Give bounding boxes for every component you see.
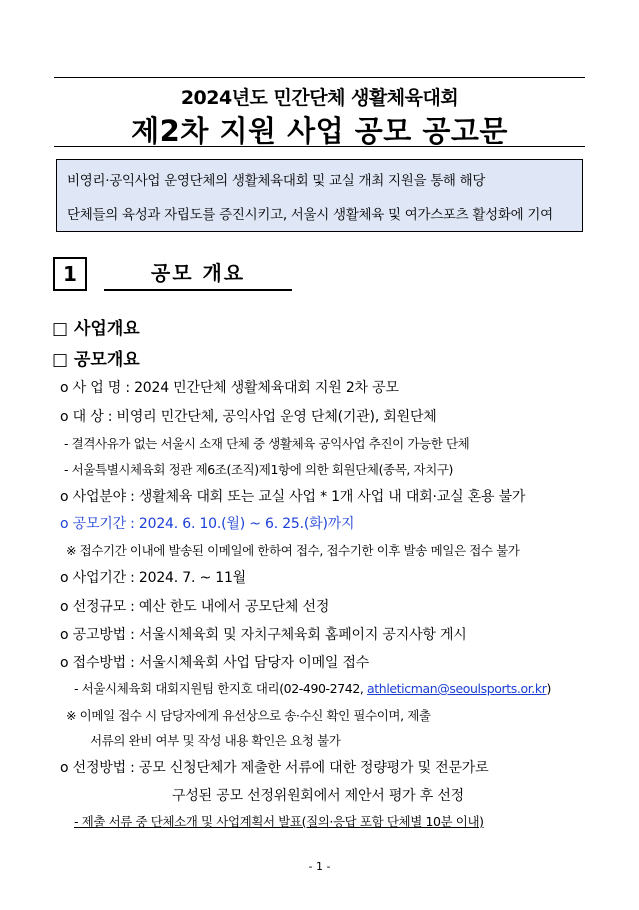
item-selection-method-1: o 선정방법 : 공모 신청단체가 제출한 서류에 대한 정량평가 및 전문가로 (60, 760, 489, 776)
item-selection-scale: o 선정규모 : 예산 한도 내에서 공모단체 선정 (60, 599, 330, 615)
title-top-rule (54, 77, 585, 78)
section-number: 1 (53, 257, 87, 291)
item-target: o 대 상 : 비영리 민간단체, 공익사업 운영 단체(기관), 회원단체 (60, 409, 437, 425)
heading-contest-overview: □ 공모개요 (52, 350, 140, 370)
item-project-period: o 사업기간 : 2024. 7. ~ 11월 (60, 570, 246, 586)
title-line-1: 2024년도 민간단체 생활체육대회 (180, 87, 459, 109)
item-target-sub-2: - 서울특별시체육회 정관 제6조(조직)제1항에 의한 회원단체(종목, 자치구) (64, 462, 454, 477)
item-contest-period: o 공모기간 : 2024. 6. 10.(월) ~ 6. 25.(화)까지 (60, 516, 355, 532)
item-contact (74, 679, 551, 697)
item-selection-method-2: 구성된 공모 선정위원회에서 제안서 평가 후 선정 (172, 788, 464, 804)
item-email-note-1: ※ 이메일 접수 시 담당자에게 유선상으로 송·수신 확인 필수이며, 제출 (66, 708, 431, 723)
title-bottom-rule (54, 146, 585, 147)
item-period-note: ※ 접수기간 이내에 발송된 이메일에 한하여 접수, 접수기한 이후 발송 메일은 접수 불가 (66, 543, 520, 558)
item-target-sub-1: - 결격사유가 없는 서울시 소재 단체 중 생활체육 공익사업 추진이 가능한 단체 (64, 436, 470, 451)
summary-box (56, 159, 583, 232)
summary-line-2: 단체들의 육성과 자립도를 증진시키고, 서울시 생활체육 및 여가스포츠 활성화에 기여 (67, 207, 553, 223)
summary-line-1: 비영리·공익사업 운영단체의 생활체육대회 및 교실 개최 지원을 통해 해당 (67, 173, 486, 189)
item-field: o 사업분야 : 생활체육 대회 또는 교실 사업 * 1개 사업 내 대회·교실 혼용 불가 (60, 489, 526, 505)
item-notice-method: o 공고방법 : 서울시체육회 및 자치구체육회 홈페이지 공지사항 게시 (60, 627, 467, 643)
item-project-name: o 사 업 명 : 2024 민간단체 생활체육대회 지원 2차 공모 (60, 380, 399, 396)
item-email-note-2: 서류의 완비 여부 및 작성 내용 확인은 요청 불가 (90, 733, 341, 748)
contact-prefix: - 서울시체육회 대회지원팀 한지호 대리(02-490-2742, (74, 681, 368, 696)
item-presentation: - 제출 서류 중 단체소개 및 사업계획서 발표(질의·응답 포함 단체별 10분 이내) (74, 814, 484, 829)
document-title: 제2차 지원 사업 공모 공고문 (131, 114, 508, 148)
section-title: 공모 개요 (104, 257, 292, 291)
page-number: - 1 - (308, 860, 331, 873)
contact-suffix: ) (546, 681, 551, 696)
contact-email-link[interactable]: athleticman@seoulsports.or.kr (367, 681, 547, 696)
heading-business-overview: □ 사업개요 (52, 319, 140, 339)
item-reception-method: o 접수방법 : 서울시체육회 사업 담당자 이메일 접수 (60, 655, 370, 671)
